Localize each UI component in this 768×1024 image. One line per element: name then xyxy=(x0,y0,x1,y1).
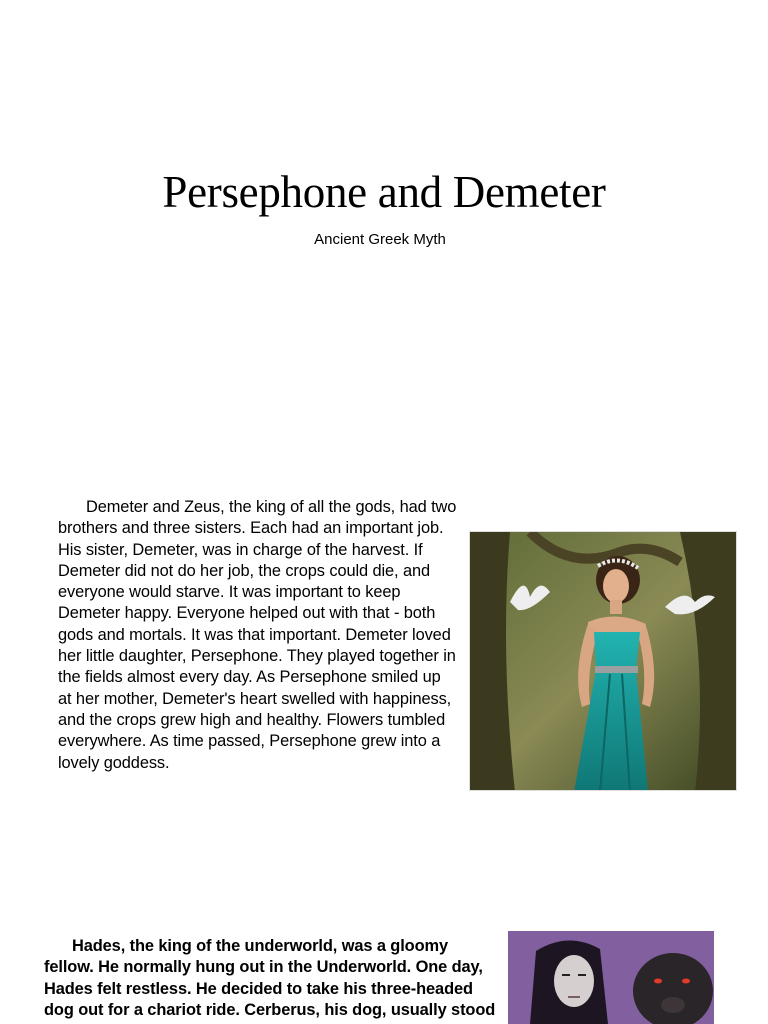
page-subtitle: Ancient Greek Myth xyxy=(314,231,446,248)
story-paragraph-1-text: Demeter and Zeus, the king of all the gods, had two brothers and three sisters. Each had an important job. His sister, Demeter, was in charge of the harvest. If Demeter did not do her job, the crops could die, and everyone would starve. It was important to keep Demeter happy. Everyone helped out with that - both gods and mortals. It was that important. Demeter loved her little daughter, Persephone. They played together in the fields almost every day. As Persephone smiled up at her mother, Demeter's heart swelled with happiness, and the crops grew high and healthy. Flowers tumbled everywhere. As time passed, Persephone grew into a lovely goddess. xyxy=(58,498,457,772)
page-title: Persephone and Demeter xyxy=(162,167,606,217)
hades-illustration xyxy=(508,931,714,1024)
story-paragraph-2 xyxy=(44,936,502,1021)
story-paragraph-1 xyxy=(58,497,458,774)
story-paragraph-2-text: Hades, the king of the underworld, was a gloomy fellow. He normally hung out in the Underworld. One day, Hades felt restless. He decided to take his three-headed dog out for a chariot ride. Cerberus, his dog, usually stood xyxy=(44,937,496,1019)
persephone-illustration xyxy=(469,531,737,791)
